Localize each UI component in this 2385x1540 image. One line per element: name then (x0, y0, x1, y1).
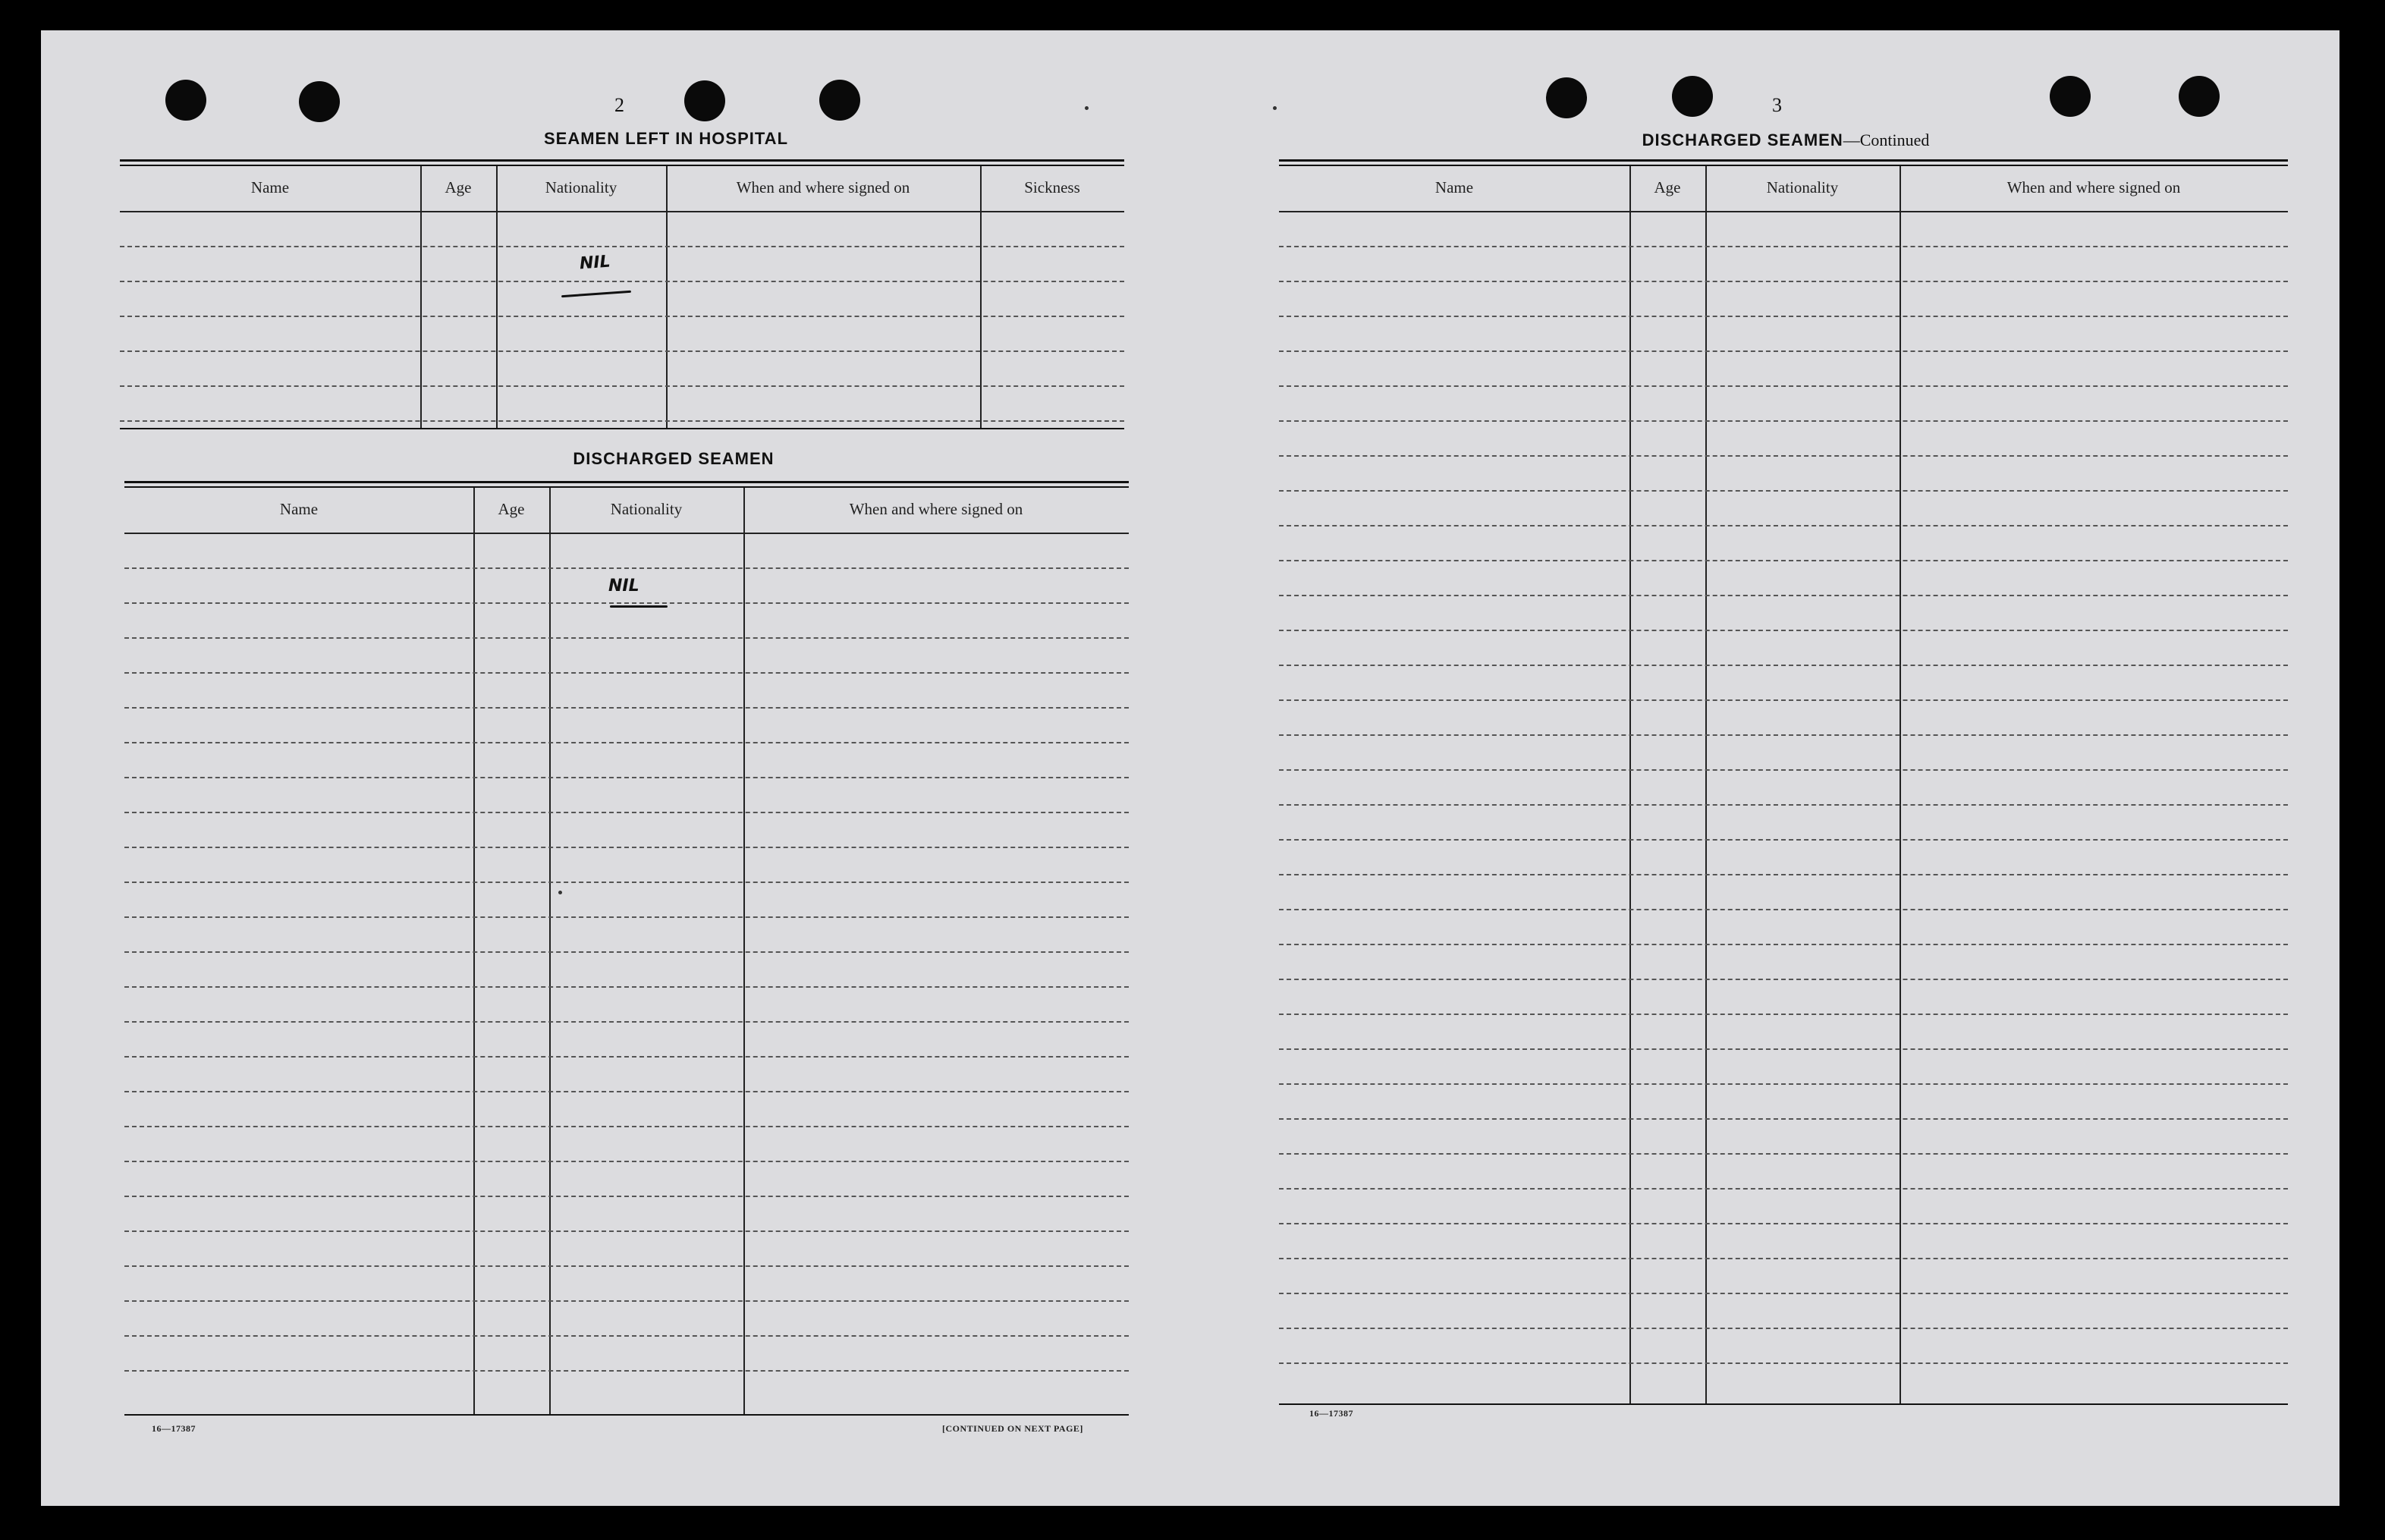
form-row-line (1279, 560, 2288, 561)
manifest-sheet (41, 30, 2339, 1506)
form-row-line (1279, 909, 2288, 910)
form-row-line (124, 1335, 1129, 1337)
form-row-line (124, 567, 1129, 569)
form-row-line (1279, 1362, 2288, 1364)
form-row-line (124, 602, 1129, 604)
form-row-line (124, 672, 1129, 674)
form-row-line (124, 1056, 1129, 1058)
form-row-line (1279, 490, 2288, 492)
col-header-signed-on: When and where signed on (2006, 178, 2181, 196)
form-number-right: 16—17387 (1309, 1408, 1353, 1419)
form-row-line (1279, 979, 2288, 980)
form-row-line (1279, 1223, 2288, 1224)
continued-note: [CONTINUED ON NEXT PAGE] (942, 1423, 1083, 1434)
form-row-line (1279, 525, 2288, 526)
form-row-line (124, 1230, 1129, 1232)
col-header-nationality: Nationality (545, 178, 617, 196)
form-row-line (1279, 769, 2288, 771)
form-number-left: 16—17387 (152, 1423, 196, 1434)
speck (1085, 106, 1089, 110)
form-row-line (124, 847, 1129, 848)
form-row-line (1279, 874, 2288, 875)
discharged-table-left (124, 481, 1129, 1444)
form-row-line (124, 916, 1129, 918)
col-header-name: Name (279, 499, 319, 518)
discharged-section-title: DISCHARGED SEAMEN (573, 449, 775, 468)
punch-hole (819, 80, 860, 121)
form-row-line (1279, 385, 2288, 387)
hospital-table (120, 159, 1124, 457)
form-row-line (1279, 1328, 2288, 1329)
col-header-age: Age (498, 499, 525, 518)
punch-hole (2050, 76, 2091, 117)
page-number-right: 3 (1772, 94, 1782, 116)
punch-hole (1546, 77, 1587, 118)
form-row-line (124, 882, 1129, 883)
form-row-line (124, 1265, 1129, 1267)
hospital-nil-entry: NIL (579, 252, 611, 274)
discharged-nil-underline (610, 605, 668, 608)
speck (558, 891, 562, 894)
form-row-line (1279, 1083, 2288, 1085)
discharged-nil-entry: NIL (608, 577, 639, 596)
form-row-line (1279, 734, 2288, 736)
punch-hole (299, 81, 340, 122)
form-row-line (124, 777, 1129, 778)
form-row-line (124, 812, 1129, 813)
form-row-line (1279, 665, 2288, 666)
form-row-line (124, 1021, 1129, 1023)
hospital-section-title: SEAMEN LEFT IN HOSPITAL (543, 129, 789, 148)
col-header-age: Age (1654, 178, 1681, 196)
speck (1273, 106, 1277, 110)
form-row-line (124, 986, 1129, 988)
punch-hole (684, 80, 725, 121)
col-header-name: Name (250, 178, 290, 196)
form-row-line (1279, 316, 2288, 317)
form-row-line (1279, 1014, 2288, 1015)
form-row-line (124, 1126, 1129, 1127)
form-row-line (1279, 804, 2288, 806)
form-row-line (1279, 420, 2288, 422)
col-header-sickness: Sickness (1024, 178, 1080, 196)
form-row-line (124, 951, 1129, 953)
form-row-line (1279, 699, 2288, 701)
form-row-line (1279, 281, 2288, 282)
form-row-line (124, 1091, 1129, 1092)
form-row-line (124, 1300, 1129, 1302)
form-row-line (1279, 630, 2288, 631)
form-row-line (1279, 1153, 2288, 1155)
discharged-table-right (1279, 159, 2288, 1441)
form-row-line (124, 742, 1129, 743)
form-row-line (1279, 1188, 2288, 1190)
page-number-left: 2 (614, 94, 624, 116)
form-row-line (1279, 1293, 2288, 1294)
punch-hole (165, 80, 206, 121)
form-row-line (1279, 246, 2288, 247)
discharged-continued-suffix: —Continued (1843, 130, 1930, 149)
punch-hole (1672, 76, 1713, 117)
col-header-signed-on: When and where signed on (736, 178, 910, 196)
punch-hole (2179, 76, 2220, 117)
discharged-continued-title-main: DISCHARGED SEAMEN (1642, 130, 1843, 149)
form-row-line (124, 637, 1129, 639)
form-row-line (1279, 1258, 2288, 1259)
form-row-line (1279, 839, 2288, 841)
col-header-nationality: Nationality (1766, 178, 1839, 196)
col-header-signed-on: When and where signed on (849, 499, 1023, 518)
form-row-line (1279, 944, 2288, 945)
form-row-line (1279, 455, 2288, 457)
form-row-line (1279, 595, 2288, 596)
form-row-line (124, 1196, 1129, 1197)
col-header-age: Age (445, 178, 472, 196)
form-row-line (124, 1161, 1129, 1162)
hospital-nil-underline (561, 291, 631, 297)
form-row-line (1279, 350, 2288, 352)
discharged-continued-title (1558, 130, 2013, 150)
form-row-line (124, 1370, 1129, 1372)
col-header-nationality: Nationality (610, 499, 683, 518)
form-row-line (1279, 1118, 2288, 1120)
form-row-line (1279, 1048, 2288, 1050)
col-header-name: Name (1434, 178, 1474, 196)
form-row-line (124, 707, 1129, 709)
